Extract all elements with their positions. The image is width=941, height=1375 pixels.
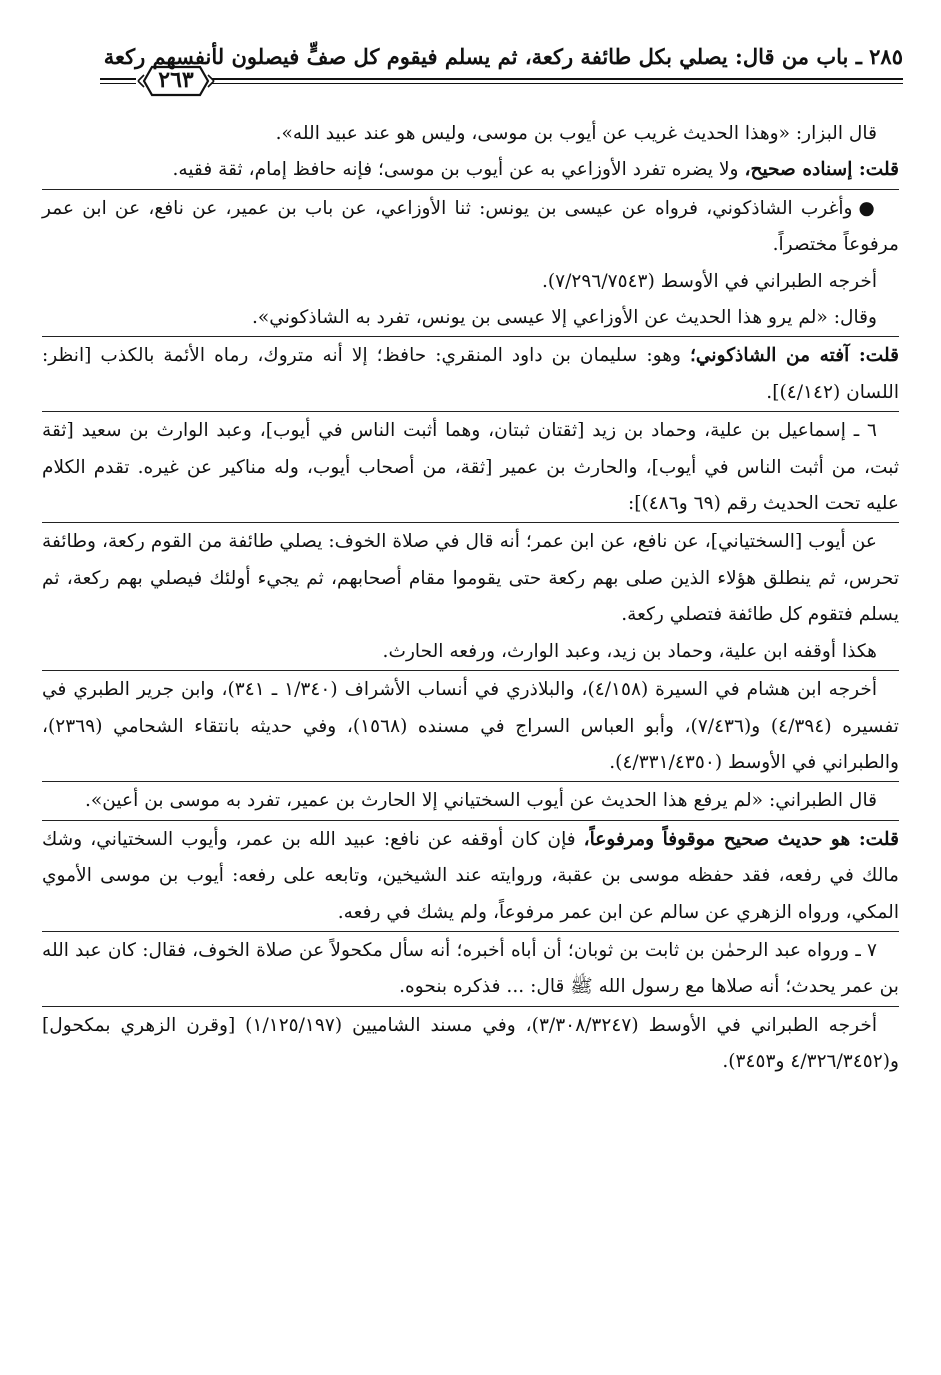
paragraph-text: وقال: «لم يرو هذا الحديث عن الأوزاعي إلا عيسى بن يونس، تفرد به الشاذكوني».: [251, 307, 877, 329]
paragraph-10: [42, 670, 899, 781]
paragraph-1: [42, 116, 899, 152]
paragraph-lead: قلت: آفته من الشاذكوني؛: [690, 345, 899, 367]
paragraph-13: [42, 931, 899, 1006]
paragraph-text: أخرجه الطبراني في الأوسط (٣/٣٠٨/٣٢٤٧)، وفي مسند الشاميين (١/١٢٥/١٩٧) [وقرن الزهري بمكحول] و(٤/٣٢٦/٣٤٥٢ و٣٤٥٣).: [42, 1014, 899, 1073]
paragraph-3: [42, 189, 899, 264]
paragraph-text: ٧ ـ ورواه عبد الرحمٰن بن ثابت بن ثوبان؛ أن أباه أخبره؛ أنه سأل مكحولاً عن صلاة الخوف، فقال: كان عبد الله بن عمر يحدث؛ أنه صلاها مع رسول الله ﷺ قال: ... فذكره بنحوه.: [42, 939, 899, 998]
page-body: [42, 116, 899, 1081]
page-number-frame: [136, 63, 216, 99]
header-rule-left-thin: [100, 83, 136, 84]
paragraph-2: [42, 152, 899, 188]
running-title: ٢٨٥ ـ باب من قال: يصلي بكل طائفة ركعة، ثم يسلم فيقوم كل صفٍّ فيصلون لأنفسهم ركعة: [103, 44, 903, 69]
paragraph-text: فإن كان أوقفه عن نافع: عبيد الله بن عمر، وأيوب السختياني، وشك مالك في رفعه، فقد حفظه موسى بن عقبة، وروايته عند الشيخين، وتابعه على رفعه: أيوب بن موسى الأموي المكي، ورواه الزهري عن سالم عن ابن عمر مرفوعاً، ولم يشك في رفعه.: [42, 828, 899, 923]
header-rule-left: [100, 78, 136, 80]
paragraph-9: [42, 634, 899, 670]
bullet-icon: ●: [858, 197, 877, 219]
paragraph-text: هكذا أوقفه ابن علية، وحماد بن زيد، وعبد الوارث، ورفعه الحارث.: [382, 640, 877, 662]
header-rule-thin: [212, 83, 903, 84]
paragraph-text: أخرجه ابن هشام في السيرة (٤/١٥٨)، والبلاذري في أنساب الأشراف (١/٣٤٠ ـ ٣٤١)، وابن جرير الطبري في تفسيره (٤/٣٩٤) و(٧/٤٣٦)، وأبو العباس السراج في مسنده (١٥٦٨)، وفي حديثه بانتقاء الشحامي (٢٣٦٩)، والطبراني في الأوسط (٤/٣٣١/٤٣٥٠).: [42, 679, 899, 773]
paragraph-5: [42, 300, 899, 336]
page-number: ٢٦٣: [158, 67, 194, 93]
paragraph-12: [42, 820, 899, 931]
paragraph-8: [42, 522, 899, 633]
paragraph-text: وهو: سليمان بن داود المنقري: حافظ؛ إلا أنه متروك، رماه الأئمة بالكذب [انظر: اللسان (٤/١٤٢)].: [42, 345, 899, 403]
paragraph-text: ٦ ـ إسماعيل بن علية، وحماد بن زيد [ثقتان ثبتان، وهما أثبت الناس في أيوب]، وعبد الوارث بن سعيد [ثقة ثبت، من أثبت الناس في أيوب]، والحارث بن عمير [ثقة، من أصحاب أيوب، وله مناكير عن غيره. تقدم الكلام عليه تحت الحديث رقم (٦٩ و٤٨٦)]:: [42, 420, 899, 515]
paragraph-text: أخرجه الطبراني في الأوسط (٧/٢٩٦/٧٥٤٣).: [541, 270, 877, 292]
header-rule: [212, 78, 903, 80]
paragraph-text: قال البزار: «وهذا الحديث غريب عن أيوب بن موسى، وليس هو عند عبيد الله».: [275, 123, 877, 144]
paragraph-11: [42, 781, 899, 819]
paragraph-7: [42, 411, 899, 522]
paragraph-text: ولا يضره تفرد الأوزاعي به عن أيوب بن موسى؛ فإنه حافظ إمام، ثقة فقيه.: [172, 159, 745, 181]
paragraph-4: [42, 264, 899, 300]
paragraph-text: وأغرب الشاذكوني، فرواه عن عيسى بن يونس: ثنا الأوزاعي، عن باب بن عمير، عن نافع، عن ابن عمر مرفوعاً مختصراً.: [42, 197, 899, 256]
paragraph-lead: قلت: إسناده صحيح،: [744, 159, 899, 181]
paragraph-lead: قلت: هو حديث صحيح موقوفاً ومرفوعاً،: [583, 828, 899, 850]
paragraph-6: [42, 336, 899, 411]
paragraph-14: [42, 1006, 899, 1081]
page-header: [40, 44, 903, 100]
paragraph-text: عن أيوب [السختياني]، عن نافع، عن ابن عمر؛ أنه قال في صلاة الخوف: يصلي طائفة من القوم ركعة، وطائفة تحرس، ثم ينطلق هؤلاء الذين صلى بهم ركعة حتى يقوموا مقام أصحابهم، ثم يجيء أولئك فيصلي بهم ركعة، ثم يسلم فتقوم كل طائفة فتصلي ركعة.: [42, 531, 899, 626]
paragraph-text: قال الطبراني: «لم يرفع هذا الحديث عن أيوب السختياني إلا الحارث بن عمير، تفرد به موسى بن أعين».: [84, 790, 877, 812]
